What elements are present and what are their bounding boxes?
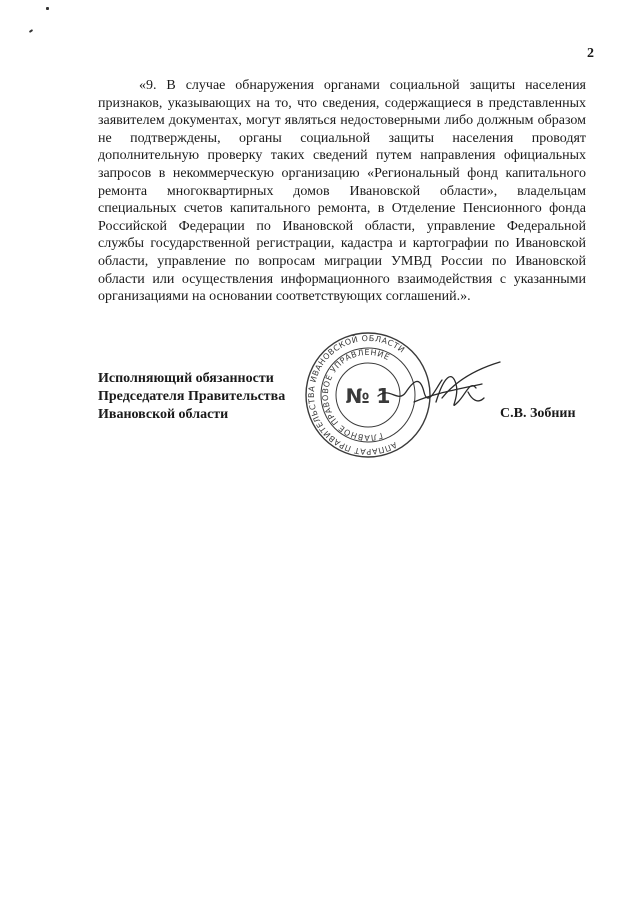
signer-title-line1: Исполняющий обязанности xyxy=(98,371,274,386)
scan-speck xyxy=(46,7,49,10)
signature-block xyxy=(98,370,308,424)
page-number: 2 xyxy=(587,46,594,61)
signer-title-line2: Председателя Правительства xyxy=(98,389,286,404)
paragraph-9: «9. В случае обнаружения органами социальной защиты населения признаков, указывающих на то, что сведения, содержащиеся в представленных заявителем документах, могут являться недостоверными либо должным образом не подтверждены, органы социальной защиты населения проводят дополнительную проверку таких сведений путем направления официальных запросов в некоммерческую организацию «Региональный фонд капитального ремонта многоквартирных домов Ивановской области», владельцам специальных счетов капитального ремонта, в Отделение Пенсионного фонда Российской Федерации по Ивановской области, управление Федеральной службы государственной регистрации, кадастра и картографии по Ивановской области, управление по вопросам миграции УМВД России по Ивановской области или осуществления информационного взаимодействия с указанными организациями на основании соответствующих соглашений.». xyxy=(98,78,586,305)
handwritten-signature xyxy=(372,358,512,428)
stamp-number: № 1 xyxy=(345,384,391,408)
stamp-outer-text: АППАРАТ ПРАВИТЕЛЬСТВА ИВАНОВСКОЙ ОБЛАСТИ xyxy=(306,333,407,457)
stamp-inner-text: ГЛАВНОЕ ПРАВОВОЕ УПРАВЛЕНИЕ xyxy=(320,347,392,443)
scan-speck xyxy=(29,29,33,33)
signer-name: С.В. Зобнин xyxy=(500,406,576,421)
signer-title-line3: Ивановской области xyxy=(98,407,229,422)
